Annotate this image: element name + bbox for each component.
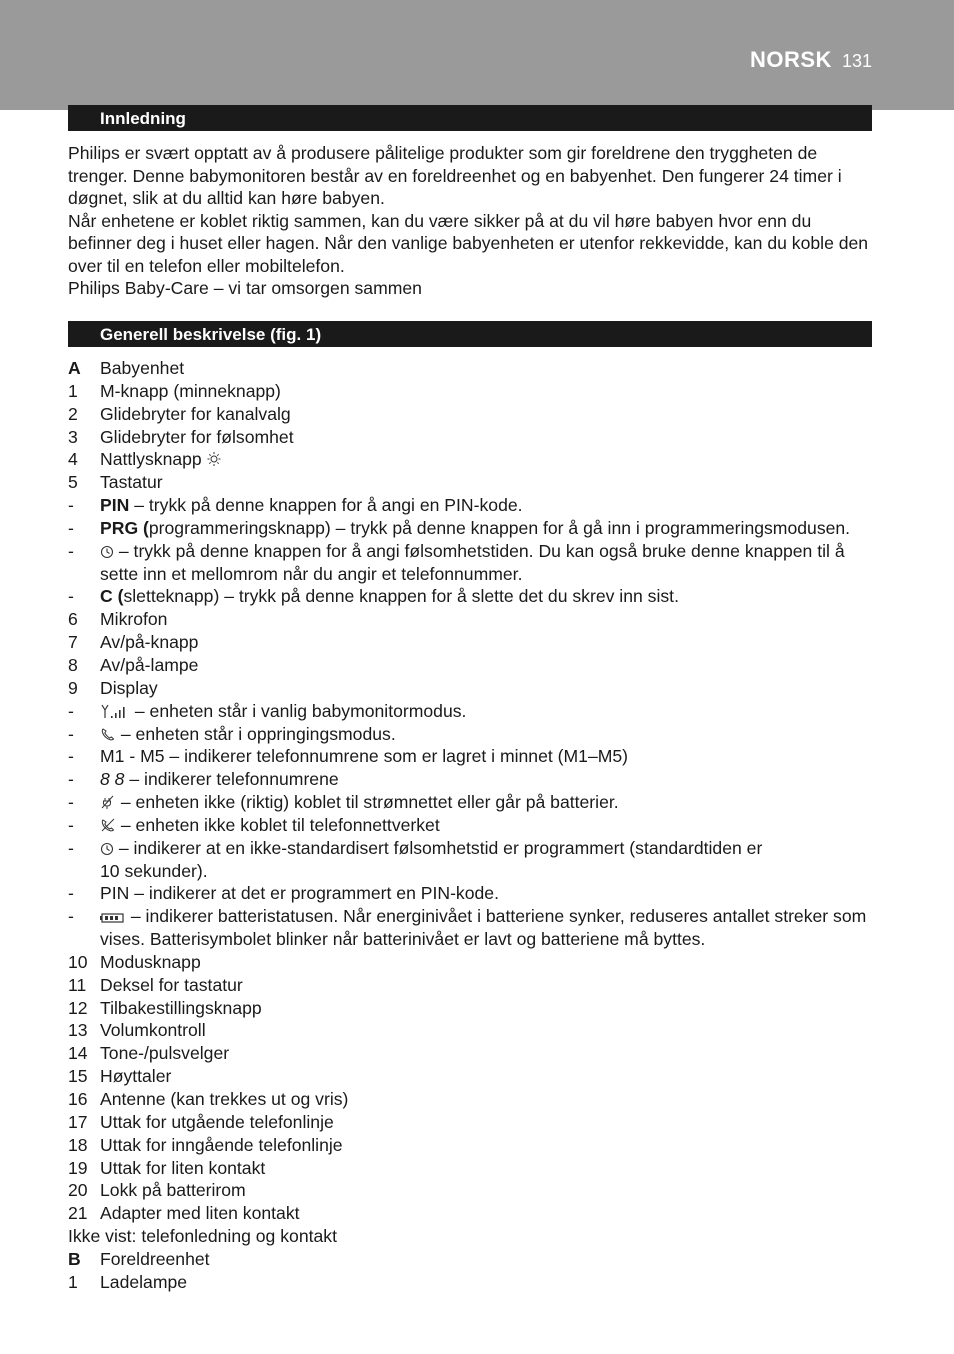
list-item [68,905,878,951]
list-item [68,1202,878,1225]
item-text: – indikerer batteristatusen. Når energinivået i batteriene synker, reduseres antallet streker som vises. Batterisymbolet blinker når batterinivået er lavt og batteriene må byttes. [100,906,867,950]
list-item [68,631,878,654]
item-label: - [68,517,74,538]
section-heading-description: Generell beskrivelse (fig. 1) [68,321,872,347]
item-text: programmeringsknapp) – trykk på denne knappen for å gå inn i programmeringsmodusen. [148,517,851,538]
item-label: 8 [68,654,78,675]
item-label: - [68,837,74,858]
item-label: 14 [68,1043,88,1064]
list-item [68,448,878,471]
item-label: 17 [68,1111,88,1132]
list-item [68,723,878,746]
item-text: – trykk på denne knappen for å angi følsomhetstiden. Du kan også bruke denne knappen til å sette inn et mellomrom når du angir et telefonnummer. [100,540,845,584]
clock-icon [100,842,114,856]
intro-paragraph: Philips er svært opptatt av å produsere pålitelige produkter som gir foreldrene den tryggheten de trenger. Denne babymonitoren består av en foreldreenhet og en babyenhet. Den fungerer 24 timer i døgnet, slik at du alltid kan høre babyen. [68,143,842,208]
item-text: Tastatur [100,472,163,493]
item-label: A [68,358,81,378]
item-label: 6 [68,609,78,630]
item-text: – indikerer telefonnumrene som er lagret i minnet (M1–M5) [164,746,629,767]
item-label: 4 [68,449,78,470]
list-item [68,997,878,1020]
item-label: 18 [68,1134,88,1155]
item-text: Av/på-lampe [100,654,199,675]
item-label: 20 [68,1180,88,1201]
list-item [68,768,878,791]
item-label: - [68,883,74,904]
item-text: – enheten ikke koblet til telefonnettverket [116,814,440,835]
item-label: 10 [68,951,88,972]
list-item [68,654,878,677]
list-item [68,1271,878,1294]
item-label: - [68,746,74,767]
section-heading-intro: Innledning [68,105,872,131]
item-text: Glidebryter for kanalvalg [100,403,291,424]
item-text: – indikerer at det er programmert en PIN-kode. [129,883,499,904]
item-label: 5 [68,472,78,493]
battery-icon [100,912,126,924]
night-light-icon [207,451,221,467]
list-item [68,380,878,403]
item-label: 9 [68,677,78,698]
list-item [68,540,878,586]
item-text: – enheten står i vanlig babymonitormodus. [130,700,467,721]
key-name: PRG ( [100,517,149,538]
item-text: Deksel for tastatur [100,974,243,995]
item-label: - [68,769,74,790]
item-text: – indikerer at en ikke-standardisert følsomhetstid er programmert (standardtiden er [114,837,763,858]
phone-handset-icon [100,727,116,742]
item-label: - [68,540,74,561]
list-item [68,426,878,449]
list-item [68,837,878,883]
list-item [68,814,878,837]
item-label: 7 [68,632,78,653]
item-text: – trykk på denne knappen for å angi en PIN-kode. [129,495,523,516]
item-text: Lokk på batterirom [100,1180,246,1201]
list-item [68,471,878,494]
list-item [68,403,878,426]
item-text: Display [100,677,158,698]
item-label: - [68,495,74,516]
item-label: - [68,792,74,813]
item-text: Høyttaler [100,1066,172,1087]
item-text: M-knapp (minneknapp) [100,380,281,401]
item-text: Adapter med liten kontakt [100,1203,300,1224]
item-label: B [68,1248,81,1269]
item-label: 11 [68,974,87,995]
memory-symbol: M1 - M5 [100,746,165,767]
item-text: Av/på-knapp [100,632,199,653]
list-item [68,1019,878,1042]
digit-symbol: 8 8 [100,769,125,790]
no-phone-line-icon [100,818,116,833]
item-text: – indikerer telefonnumrene [124,769,339,790]
list-item [68,882,878,905]
list-item [68,1134,878,1157]
item-label: - [68,814,74,835]
item-label: 1 [68,380,78,401]
item-text: Volumkontroll [100,1020,206,1041]
list-item [68,517,878,540]
item-label: 12 [68,997,88,1018]
item-text: Mikrofon [100,609,168,630]
item-text: Modusknapp [100,951,201,972]
list-item [68,1111,878,1134]
list-item [68,791,878,814]
parts-list [68,357,878,1294]
item-label: - [68,700,74,721]
item-text: Foreldreenhet [100,1248,210,1269]
list-item [68,357,878,380]
key-name: PIN [100,495,130,516]
no-power-icon [100,795,116,810]
item-label: 13 [68,1020,88,1041]
item-label: 3 [68,426,78,447]
list-item [68,585,878,608]
key-name: C ( [100,586,124,607]
item-text: Nattlysknapp [100,449,202,470]
item-text: Uttak for utgående telefonlinje [100,1111,334,1132]
list-item [68,1065,878,1088]
intro-paragraph: Philips Baby-Care – vi tar omsorgen sammen [68,278,422,298]
list-item [68,1088,878,1111]
list-item [68,1248,878,1271]
list-item [68,700,878,723]
intro-text [68,142,878,300]
clock-icon [100,545,114,559]
not-shown-note [68,1225,878,1248]
item-text: Ikke vist: telefonledning og kontakt [68,1226,337,1247]
list-item [68,1157,878,1180]
item-text: – enheten står i oppringingsmodus. [116,723,396,744]
list-item [68,1179,878,1202]
list-item [68,1042,878,1065]
item-text: Tilbakestillingsknapp [100,997,262,1018]
list-item [68,494,878,517]
intro-paragraph: Når enhetene er koblet riktig sammen, kan du være sikker på at du vil høre babyen hvor enn du befinner deg i huset eller hagen. Når den vanlige babyenheten er utenfor rekkevidde, kan du koble den over til en telefon eller mobiltelefon. [68,210,869,276]
list-item [68,974,878,997]
item-text: – enheten ikke (riktig) koblet til strømnettet eller går på batterier. [116,792,619,813]
list-item [68,745,878,768]
item-text: Uttak for inngående telefonlinje [100,1134,343,1155]
page-number: 131 [841,51,872,71]
item-text: Glidebryter for følsomhet [100,426,294,447]
item-label: 1 [68,1271,78,1292]
pin-symbol: PIN [100,883,130,904]
item-text: Uttak for liten kontakt [100,1157,266,1178]
item-label: 2 [68,403,78,424]
item-text: Antenne (kan trekkes ut og vris) [100,1089,349,1109]
item-text: Tone-/pulsvelger [100,1043,230,1064]
item-text-continuation: 10 sekunder). [100,860,208,881]
item-label: 19 [68,1157,88,1178]
list-item [68,677,878,700]
item-label: 16 [68,1089,88,1109]
list-item [68,951,878,974]
language-label: NORSK [750,47,832,72]
running-head [750,47,872,73]
item-label: 15 [68,1066,88,1087]
item-label: - [68,586,74,607]
signal-antenna-icon [100,704,130,719]
item-text: Babyenhet [100,358,185,378]
item-label: - [68,723,74,744]
item-text: Ladelampe [100,1271,188,1292]
item-text: sletteknapp) – trykk på denne knappen for å slette det du skrev inn sist. [123,586,679,607]
item-label: - [68,906,74,927]
list-item [68,608,878,631]
item-label: 21 [68,1203,88,1224]
